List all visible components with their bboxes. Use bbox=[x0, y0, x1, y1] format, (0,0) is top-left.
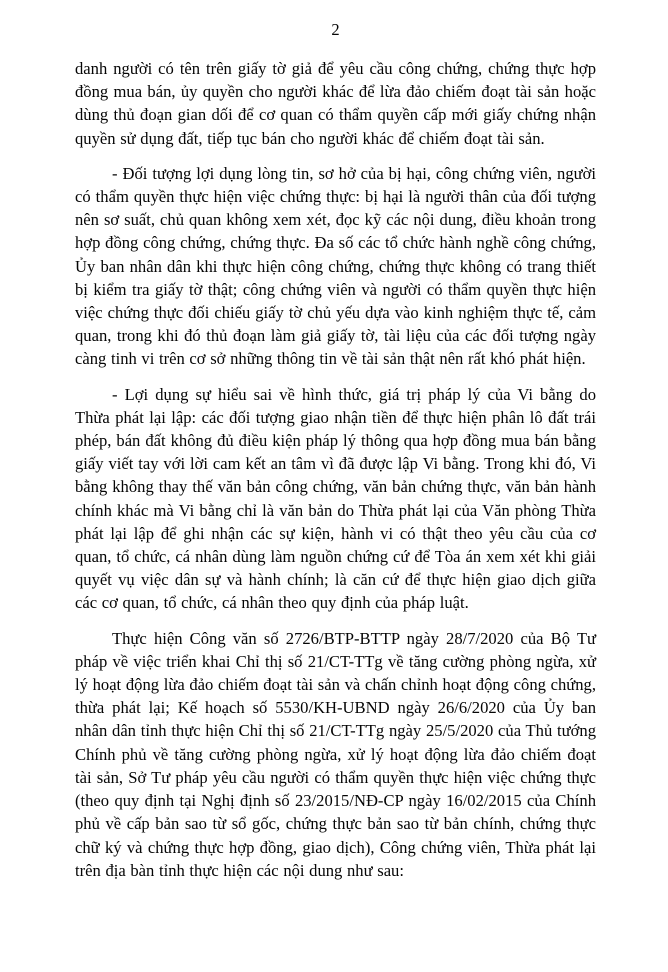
body-paragraph: - Lợi dụng sự hiểu sai về hình thức, giá trị pháp lý của Vi bằng do Thừa phát lại lập: các đối tượng giao nhận tiền để thực hiện phân lô đất trái phép, bán đất không đủ điều kiện pháp lý thông qua hợp đồng mua bán bằng giấy viết tay với lời cam kết an tâm vì đã được lập Vi bằng. Trong khi đó, Vi bằng không thay thế văn bản công chứng, văn bản chứng thực, văn bản hành chính khác mà Vi bằng chỉ là văn bản do Thừa phát lại của Văn phòng Thừa phát lại lập để ghi nhận các sự kiện, hành vi có thật theo yêu cầu của cơ quan, tổ chức, cá nhân dùng làm nguồn chứng cứ để Tòa án xem xét khi giải quyết vụ việc dân sự và hành chính; là căn cứ để thực hiện giao dịch giữa các cơ quan, tổ chức, cá nhân theo quy định của pháp luật. bbox=[75, 384, 596, 613]
document-body bbox=[75, 57, 596, 882]
body-paragraph: Thực hiện Công văn số 2726/BTP-BTTP ngày 28/7/2020 của Bộ Tư pháp về việc triển khai Chỉ thị số 21/CT-TTg về tăng cường phòng ngừa, xử lý hoạt động lừa đảo chiếm đoạt tài sản và chấn chỉnh hoạt động công chứng, thừa phát lại; Kế hoạch số 5530/KH-UBND ngày 26/6/2020 của Ủy ban nhân dân tỉnh thực hiện Chỉ thị số 21/CT-TTg ngày 25/5/2020 của Thủ tướng Chính phủ về tăng cường phòng ngừa, xử lý hoạt động lừa đảo chiếm đoạt tài sản, Sở Tư pháp yêu cầu người có thẩm quyền thực hiện việc chứng thực (theo quy định tại Nghị định số 23/2015/NĐ-CP ngày 16/02/2015 của Chính phủ về cấp bản sao từ sổ gốc, chứng thực bản sao từ bản chính, chứng thực chữ ký và chứng thực hợp đồng, giao dịch), Công chứng viên, Thừa phát lại trên địa bàn tỉnh thực hiện các nội dung như sau: bbox=[75, 628, 596, 880]
page-number: 2 bbox=[331, 20, 340, 39]
body-paragraph: danh người có tên trên giấy tờ giả để yêu cầu công chứng, chứng thực hợp đồng mua bán, ủy quyền cho người khác để lừa đảo chiếm đoạt tài sản hoặc dùng thủ đoạn gian dối để cơ quan có thẩm quyền cấp mới giấy chứng nhận quyền sử dụng đất, tiếp tục bán cho người khác để chiếm đoạt tài sản. bbox=[75, 59, 596, 148]
body-paragraph: - Đối tượng lợi dụng lòng tin, sơ hở của bị hại, công chứng viên, người có thẩm quyền thực hiện việc chứng thực: bị hại là người thân của đối tượng nên sơ suất, chủ quan không xem xét, đọc kỹ các nội dung, điều khoản trong hợp đồng công chứng, chứng thực. Đa số các tổ chức hành nghề công chứng, Ủy ban nhân dân khi thực hiện công chứng, chứng thực không có trang thiết bị kiểm tra giấy tờ thật; công chứng viên và người có thẩm quyền thực hiện việc chứng thực đối chiếu giấy tờ chủ yếu dựa vào kinh nghiệm thực tế, cảm quan, trong khi đó thủ đoạn làm giả giấy tờ, tài liệu của các đối tượng ngày càng tinh vi trên cơ sở những thông tin về tài sản thật nên rất khó phát hiện. bbox=[75, 163, 596, 369]
